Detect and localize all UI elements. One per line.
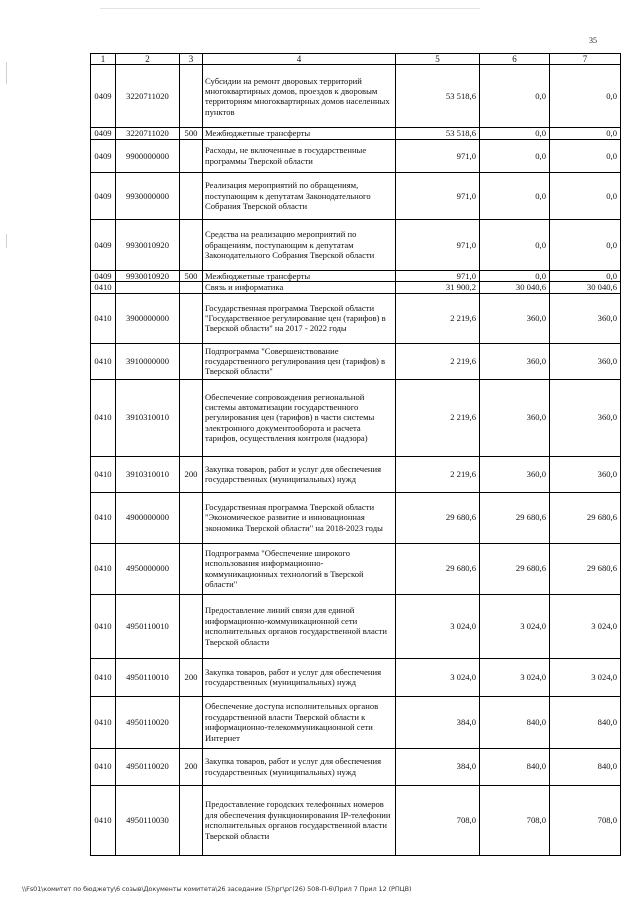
amount-col5-cell: 971,0 bbox=[396, 139, 480, 172]
amount-col6-cell: 29 680,6 bbox=[480, 492, 550, 543]
expense-name-cell: Закупка товаров, работ и услуг для обеспечения государственных (муниципальных) нужд bbox=[203, 658, 396, 696]
table-row bbox=[91, 270, 621, 281]
expense-type-cell bbox=[180, 379, 203, 456]
header-col-6: 6 bbox=[480, 54, 550, 65]
header-col-7: 7 bbox=[550, 54, 621, 65]
table-row bbox=[91, 748, 621, 785]
amount-col7-cell: 29 680,6 bbox=[550, 543, 621, 594]
table-row bbox=[91, 785, 621, 855]
table-row bbox=[91, 172, 621, 219]
expense-type-cell bbox=[180, 785, 203, 855]
header-row bbox=[91, 54, 621, 65]
table-row bbox=[91, 492, 621, 543]
header-col-5: 5 bbox=[396, 54, 480, 65]
target-article-cell: 9930010920 bbox=[116, 219, 180, 270]
table-row bbox=[91, 293, 621, 343]
amount-col5-cell: 2 219,6 bbox=[396, 379, 480, 456]
expense-type-cell bbox=[180, 172, 203, 219]
target-article-cell: 4900000000 bbox=[116, 492, 180, 543]
function-code-cell: 0409 bbox=[91, 65, 116, 128]
function-code-cell: 0409 bbox=[91, 219, 116, 270]
table-row bbox=[91, 343, 621, 379]
target-article-cell: 3910000000 bbox=[116, 343, 180, 379]
amount-col6-cell: 840,0 bbox=[480, 696, 550, 748]
function-code-cell: 0410 bbox=[91, 492, 116, 543]
table-row bbox=[91, 219, 621, 270]
amount-col7-cell: 0,0 bbox=[550, 65, 621, 128]
amount-col6-cell: 360,0 bbox=[480, 293, 550, 343]
expense-type-cell: 200 bbox=[180, 748, 203, 785]
expense-type-cell bbox=[180, 65, 203, 128]
table-row bbox=[91, 658, 621, 696]
function-code-cell: 0409 bbox=[91, 270, 116, 281]
amount-col6-cell: 29 680,6 bbox=[480, 543, 550, 594]
expense-type-cell bbox=[180, 282, 203, 293]
amount-col5-cell: 384,0 bbox=[396, 696, 480, 748]
expense-name-cell: Закупка товаров, работ и услуг для обеспечения государственных (муниципальных) нужд bbox=[203, 456, 396, 492]
table-row bbox=[91, 139, 621, 172]
function-code-cell: 0410 bbox=[91, 594, 116, 658]
expense-name-cell: Межбюджетные трансферты bbox=[203, 270, 396, 281]
header-col-1: 1 bbox=[91, 54, 116, 65]
expense-type-cell bbox=[180, 594, 203, 658]
expense-name-cell: Реализация мероприятий по обращениям, поступающим к депутатам Законодательного Собрания Тверской области bbox=[203, 172, 396, 219]
amount-col5-cell: 708,0 bbox=[396, 785, 480, 855]
amount-col6-cell: 0,0 bbox=[480, 65, 550, 128]
amount-col7-cell: 30 040,6 bbox=[550, 282, 621, 293]
function-code-cell: 0410 bbox=[91, 379, 116, 456]
amount-col5-cell: 31 900,2 bbox=[396, 282, 480, 293]
function-code-cell: 0409 bbox=[91, 139, 116, 172]
amount-col5-cell: 3 024,0 bbox=[396, 594, 480, 658]
target-article-cell: 4950000000 bbox=[116, 543, 180, 594]
amount-col7-cell: 360,0 bbox=[550, 456, 621, 492]
table-row bbox=[91, 456, 621, 492]
amount-col7-cell: 840,0 bbox=[550, 696, 621, 748]
expense-name-cell: Предоставление линий связи для единой информационно-коммуникационной сети исполнительных органов государственной власти Тверской области bbox=[203, 594, 396, 658]
amount-col5-cell: 29 680,6 bbox=[396, 543, 480, 594]
expense-name-cell: Обеспечение доступа исполнительных органов государственной власти Тверской области к информационно-телекоммуникационной сети Интернет bbox=[203, 696, 396, 748]
amount-col7-cell: 360,0 bbox=[550, 379, 621, 456]
amount-col5-cell: 384,0 bbox=[396, 748, 480, 785]
expense-type-cell: 500 bbox=[180, 128, 203, 139]
expense-type-cell bbox=[180, 492, 203, 543]
expense-name-cell: Государственная программа Тверской области "Экономическое развитие и инновационная экономика Тверской области" на 2018-2023 годы bbox=[203, 492, 396, 543]
function-code-cell: 0410 bbox=[91, 456, 116, 492]
amount-col7-cell: 0,0 bbox=[550, 172, 621, 219]
table-row bbox=[91, 128, 621, 139]
target-article-cell: 4950110010 bbox=[116, 594, 180, 658]
amount-col6-cell: 0,0 bbox=[480, 128, 550, 139]
expense-name-cell: Субсидии на ремонт дворовых территорий многоквартирных домов, проездов к дворовым территориям многоквартирных домов населенных пунктов bbox=[203, 65, 396, 128]
amount-col7-cell: 3 024,0 bbox=[550, 594, 621, 658]
expense-type-cell bbox=[180, 219, 203, 270]
target-article-cell bbox=[116, 282, 180, 293]
target-article-cell: 4950110010 bbox=[116, 658, 180, 696]
target-article-cell: 3910310010 bbox=[116, 456, 180, 492]
amount-col5-cell: 29 680,6 bbox=[396, 492, 480, 543]
scan-mark-top bbox=[100, 8, 480, 9]
amount-col5-cell: 3 024,0 bbox=[396, 658, 480, 696]
amount-col6-cell: 0,0 bbox=[480, 219, 550, 270]
scan-mark-left-2 bbox=[6, 234, 7, 248]
amount-col7-cell: 0,0 bbox=[550, 270, 621, 281]
amount-col7-cell: 840,0 bbox=[550, 748, 621, 785]
expense-name-cell: Расходы, не включенные в государственные программы Тверской области bbox=[203, 139, 396, 172]
expense-name-cell: Средства на реализацию мероприятий по обращениям, поступающим к депутатам Законодательного Собрания Тверской области bbox=[203, 219, 396, 270]
amount-col6-cell: 0,0 bbox=[480, 172, 550, 219]
function-code-cell: 0410 bbox=[91, 696, 116, 748]
target-article-cell: 9900000000 bbox=[116, 139, 180, 172]
footer-file-path: \\Fs01\комитет по бюджету\6 созыв\Документы комитета\26 заседание (5)\рг\рг(26) 508-П-6\Прил 7 Прил 12 (РПЦВ) bbox=[22, 885, 412, 893]
function-code-cell: 0410 bbox=[91, 282, 116, 293]
target-article-cell: 9930000000 bbox=[116, 172, 180, 219]
target-article-cell: 9930010920 bbox=[116, 270, 180, 281]
amount-col7-cell: 360,0 bbox=[550, 293, 621, 343]
expense-name-cell: Подпрограмма "Совершенствование государственного регулирования цен (тарифов) в Тверской области" bbox=[203, 343, 396, 379]
amount-col6-cell: 360,0 bbox=[480, 379, 550, 456]
table-row bbox=[91, 696, 621, 748]
amount-col5-cell: 971,0 bbox=[396, 219, 480, 270]
function-code-cell: 0410 bbox=[91, 785, 116, 855]
amount-col6-cell: 3 024,0 bbox=[480, 594, 550, 658]
expense-name-cell: Связь и информатика bbox=[203, 282, 396, 293]
expense-type-cell bbox=[180, 343, 203, 379]
amount-col6-cell: 30 040,6 bbox=[480, 282, 550, 293]
amount-col5-cell: 2 219,6 bbox=[396, 293, 480, 343]
amount-col5-cell: 971,0 bbox=[396, 270, 480, 281]
expense-type-cell: 500 bbox=[180, 270, 203, 281]
table-row bbox=[91, 543, 621, 594]
header-col-3: 3 bbox=[180, 54, 203, 65]
target-article-cell: 3220711020 bbox=[116, 128, 180, 139]
target-article-cell: 4950110020 bbox=[116, 748, 180, 785]
expense-name-cell: Обеспечение сопровождения региональной системы автоматизации государственного регулирования цен (тарифов) в части системы электронного документооборота и расчета тарифов, осуществления контроля (надзора) bbox=[203, 379, 396, 456]
amount-col7-cell: 708,0 bbox=[550, 785, 621, 855]
page-number: 35 bbox=[589, 36, 597, 45]
table-row bbox=[91, 282, 621, 293]
function-code-cell: 0409 bbox=[91, 172, 116, 219]
target-article-cell: 3910310010 bbox=[116, 379, 180, 456]
expense-type-cell bbox=[180, 293, 203, 343]
expense-name-cell: Подпрограмма "Обеспечение широкого использования информационно-коммуникационных технологий в Тверской области" bbox=[203, 543, 396, 594]
header-col-2: 2 bbox=[116, 54, 180, 65]
expense-type-cell: 200 bbox=[180, 658, 203, 696]
amount-col6-cell: 0,0 bbox=[480, 139, 550, 172]
amount-col5-cell: 53 518,6 bbox=[396, 128, 480, 139]
amount-col5-cell: 2 219,6 bbox=[396, 456, 480, 492]
amount-col6-cell: 840,0 bbox=[480, 748, 550, 785]
amount-col7-cell: 0,0 bbox=[550, 219, 621, 270]
expense-name-cell: Межбюджетные трансферты bbox=[203, 128, 396, 139]
table-row bbox=[91, 379, 621, 456]
function-code-cell: 0410 bbox=[91, 343, 116, 379]
amount-col6-cell: 0,0 bbox=[480, 270, 550, 281]
function-code-cell: 0409 bbox=[91, 128, 116, 139]
amount-col5-cell: 971,0 bbox=[396, 172, 480, 219]
target-article-cell: 3900000000 bbox=[116, 293, 180, 343]
expense-name-cell: Государственная программа Тверской области "Государственное регулирование цен (тарифов) в Тверской области" на 2017 - 2022 годы bbox=[203, 293, 396, 343]
table-body bbox=[91, 54, 621, 856]
amount-col7-cell: 3 024,0 bbox=[550, 658, 621, 696]
amount-col7-cell: 0,0 bbox=[550, 128, 621, 139]
budget-table bbox=[90, 53, 621, 856]
amount-col6-cell: 708,0 bbox=[480, 785, 550, 855]
function-code-cell: 0410 bbox=[91, 543, 116, 594]
amount-col6-cell: 360,0 bbox=[480, 456, 550, 492]
expense-name-cell: Закупка товаров, работ и услуг для обеспечения государственных (муниципальных) нужд bbox=[203, 748, 396, 785]
function-code-cell: 0410 bbox=[91, 748, 116, 785]
expense-type-cell bbox=[180, 139, 203, 172]
scan-mark-left-1 bbox=[6, 62, 7, 84]
header-col-4: 4 bbox=[203, 54, 396, 65]
amount-col6-cell: 3 024,0 bbox=[480, 658, 550, 696]
function-code-cell: 0410 bbox=[91, 293, 116, 343]
expense-type-cell bbox=[180, 543, 203, 594]
table-row bbox=[91, 65, 621, 128]
expense-name-cell: Предоставление городских телефонных номеров для обеспечения функционирования IP-телефонии исполнительных органов государственной власти Тверской области bbox=[203, 785, 396, 855]
table-row bbox=[91, 594, 621, 658]
amount-col5-cell: 53 518,6 bbox=[396, 65, 480, 128]
expense-type-cell: 200 bbox=[180, 456, 203, 492]
amount-col5-cell: 2 219,6 bbox=[396, 343, 480, 379]
amount-col6-cell: 360,0 bbox=[480, 343, 550, 379]
amount-col7-cell: 0,0 bbox=[550, 139, 621, 172]
target-article-cell: 3220711020 bbox=[116, 65, 180, 128]
target-article-cell: 4950110030 bbox=[116, 785, 180, 855]
target-article-cell: 4950110020 bbox=[116, 696, 180, 748]
function-code-cell: 0410 bbox=[91, 658, 116, 696]
expense-type-cell bbox=[180, 696, 203, 748]
amount-col7-cell: 360,0 bbox=[550, 343, 621, 379]
amount-col7-cell: 29 680,6 bbox=[550, 492, 621, 543]
